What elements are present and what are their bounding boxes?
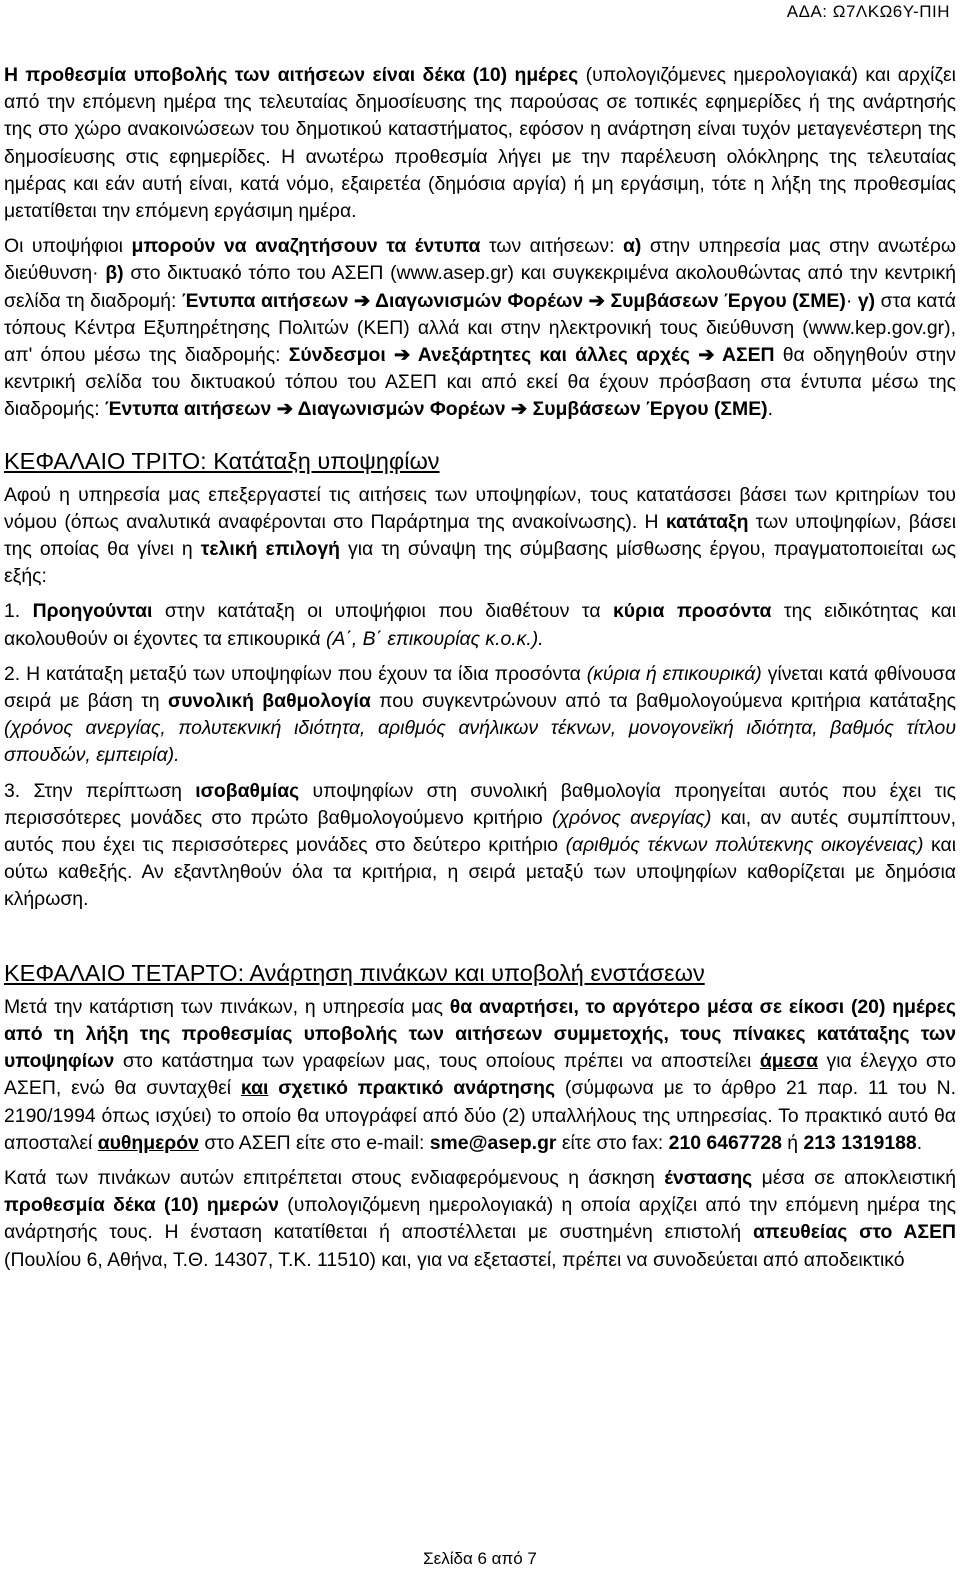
text-run: θα οδηγηθούν στην κεντρική σελίδα του δικτυακού τόπου του ΑΣΕΠ και από εκεί θα έχουν πρόσβαση στα έντυπα μέσω της διαδρομής: xyxy=(4,344,956,421)
chapter3-heading: ΚΕΦΑΛΑΙΟ ΤΡΙΤΟ: Κατάταξη υποψηφίων xyxy=(4,447,440,474)
text-run: των αιτήσεων: xyxy=(480,235,623,258)
text-run: 3. Στην περίπτωση xyxy=(4,779,196,802)
text-run: μέσα σε αποκλειστική xyxy=(752,1166,956,1189)
bold-run: γ) xyxy=(857,289,876,312)
bold-run: ισοβαθμίας xyxy=(195,779,300,802)
text-run: στην κατάταξη οι υποψήφιοι που διαθέτουν τα xyxy=(152,600,613,623)
bold-run: β) xyxy=(105,262,124,285)
text-run: Κατά των πινάκων αυτών επιτρέπεται στους ενδιαφερόμενους η άσκηση xyxy=(4,1166,665,1189)
text-run: υποψηφίων στη συνολική βαθμολογία προηγείται αυτός που έχει τις περισσότερες μονάδες στο πρώτο βαθμολογούμενο κριτήριο xyxy=(4,779,956,829)
text-run: Οι υποψήφιοι xyxy=(4,235,132,258)
page-number: Σελίδα 6 από 7 xyxy=(423,1549,537,1568)
italic-run: (Α΄, Β΄ επικουρίας κ.ο.κ.). xyxy=(325,627,544,650)
bold-run: τελική επιλογή xyxy=(200,538,340,561)
bold-run: ένστασης xyxy=(664,1166,753,1189)
ranking-intro xyxy=(4,482,956,591)
text-run: που συγκεντρώνουν από τα βαθμολογούμενα κριτήρια κατάταξης xyxy=(370,690,956,713)
text-run: και, αν αυτές συμπίπτουν, αυτός που έχει τις περισσότερες μονάδες στο δεύτερο κριτήριο xyxy=(4,806,956,857)
text-run: Αφού η υπηρεσία μας επεξεργαστεί τις αιτήσεις των υποψηφίων, τους κατατάσσει βάσει των κριτηρίων του νόμου (όπως αναλυτικά αναφέρονται στο Παράρτημα της ανακοίνωσης). Η xyxy=(4,483,956,533)
document-body xyxy=(4,62,956,1274)
ranking-item-3 xyxy=(4,778,956,914)
text-run: για έλεγχο στο ΑΣΕΠ, ενώ θα συνταχθεί xyxy=(4,1050,956,1100)
ranking-item-2 xyxy=(4,661,956,770)
text-run: των υποψηφίων, βάσει της οποίας θα γίνει η xyxy=(4,510,957,561)
deadline-paragraph xyxy=(4,62,956,225)
bold-run: Έντυπα αιτήσεων ➔ Διαγωνισμών Φορέων ➔ Συμβάσεων Έργου (ΣΜΕ) xyxy=(181,289,846,312)
bold-run: θα αναρτήσει, το αργότερο μέσα σε είκοσι (20) ημέρες από τη λήξη της προθεσμίας υποβολής των αιτήσεων συμμετοχής, τους πίνακες κατάταξης των υποψηφίων xyxy=(4,995,956,1073)
text-run: . xyxy=(767,398,773,421)
text-run: 2. Η κατάταξη μεταξύ των υποψηφίων που έχουν τα ίδια προσόντα xyxy=(4,662,587,685)
ranking-item-1 xyxy=(4,598,956,652)
bold-run: σχετικό πρακτικό ανάρτησης xyxy=(268,1077,556,1100)
objection-paragraph xyxy=(4,1165,956,1274)
bold-run: συνολική βαθμολογία xyxy=(167,690,371,713)
italic-run: (χρόνος ανεργίας) xyxy=(551,806,712,829)
text-run: ή xyxy=(781,1131,804,1154)
bold-run: μπορούν να αναζητήσουν τα έντυπα xyxy=(131,235,481,258)
text-run: και ούτω καθεξής. Αν εξαντληθούν όλα τα κριτήρια, η σειρά μεταξύ των υποψηφίων καθορίζεται με δημόσια κλήρωση. xyxy=(4,834,956,911)
bold-run: απευθείας στο ΑΣΕΠ xyxy=(752,1221,957,1244)
text-run: στο δικτυακό τόπο του ΑΣΕΠ (www.asep.gr) και συγκεκριμένα ακολουθώντας από την κεντρική σελίδα τη διαδρομή: xyxy=(4,262,956,312)
text-run: · xyxy=(845,289,858,312)
text-run: γίνεται κατά φθίνουσα σειρά με βάση τη xyxy=(4,662,956,713)
text-run: (υπολογιζόμενη ημερολογιακά) η οποία αρχίζει από την επόμενη ημέρα της ανάρτησής τους. Η ένσταση κατατίθεται ή αποστέλλεται με συστημένη επιστολή xyxy=(4,1194,956,1244)
text-run: στα κατά τόπους Κέντρα Εξυπηρέτησης Πολιτών (ΚΕΠ) αλλά και στην ηλεκτρονική τους διεύθυνση (www.kep.gov.gr), απ' όπου μέσω της διαδρομής: xyxy=(4,289,956,367)
italic-run: (αριθμός τέκνων πολύτεκνης οικογένειας) xyxy=(565,834,924,857)
ada-code: ΑΔΑ: Ω7ΛΚΩ6Υ-ΠΙΗ xyxy=(786,2,950,21)
italic-run: (κύρια ή επικουρικά) xyxy=(586,662,762,685)
bold-underline-run: και xyxy=(240,1077,269,1100)
text-run: (Πουλίου 6, Αθήνα, Τ.Θ. 14307, Τ.Κ. 11510) και, για να εξεταστεί, πρέπει να συνοδεύεται από αποδεικτικό xyxy=(4,1248,905,1271)
tables-posting-paragraph xyxy=(4,994,956,1157)
text-run: στο ΑΣΕΠ είτε στο e-mail: xyxy=(198,1131,430,1154)
bold-run: Έντυπα αιτήσεων ➔ Διαγωνισμών Φορέων ➔ Συμβάσεων Έργου (ΣΜΕ) xyxy=(105,398,768,421)
fax-number: 210 6467728 xyxy=(668,1131,782,1154)
text-run: για τη σύναψη της σύμβασης μίσθωσης έργου, πραγματοποιείται ως εξής: xyxy=(4,538,956,588)
text-run: Μετά την κατάρτιση των πινάκων, η υπηρεσία μας xyxy=(4,995,450,1018)
bold-run: Προηγούνται xyxy=(32,600,153,623)
italic-run: (χρόνος ανεργίας, πολυτεκνική ιδιότητα, αριθμός ανήλικων τέκνων, μονογονεϊκή ιδιότητα, βαθμός τίτλου σπουδών, εμπειρία). xyxy=(4,717,956,767)
text-run: στην υπηρεσία μας στην ανωτέρω διεύθυνση· xyxy=(4,235,956,285)
bold-run: Σύνδεσμοι ➔ Ανεξάρτητες και άλλες αρχές ➔ ΑΣΕΠ xyxy=(288,344,775,367)
fax-number: 213 1319188 xyxy=(803,1131,917,1154)
text-run: (σύμφωνα με το άρθρο 21 παρ. 11 του Ν. 2190/1994 όπως ισχύει) το οποίο θα υπογράφεί από δύο (2) υπαλλήλους της υπηρεσίας. Το πρακτικό αυτό θα αποσταλεί xyxy=(4,1077,956,1154)
bold-run: κύρια προσόντα xyxy=(612,600,772,623)
text-run: 1. xyxy=(4,600,33,623)
bold-run: προθεσμία δέκα (10) ημερών xyxy=(4,1194,279,1217)
text-run: . xyxy=(916,1131,923,1154)
text-run: είτε στο fax: xyxy=(556,1131,669,1154)
bold-underline-run: αυθημερόν xyxy=(97,1131,199,1154)
email-address: sme@asep.gr xyxy=(429,1131,557,1154)
deadline-text: (υπολογιζόμενες ημερολογιακά) και αρχίζει από την επόμενη ημέρα της τελευταίας δημοσίευσης της παρούσας σε τοπικές εφημερίδες ή της ανάρτησής της στο χώρο ανακοινώσεων του δημοτικού καταστήματος, εφόσον η ανάρτηση είναι τυχόν μεταγενέστερη της δημοσίευσης στις εφημερίδες. Η ανωτέρω προθεσμία λήγει με την παρέλευση ολόκληρης της τελευταίας ημέρας και εάν αυτή είναι, κατά νόμο, εξαιρετέα (δημόσια αργία) ή μη εργάσιμη, τότε η λήξη της προθεσμίας μετατίθεται την επόμενη εργάσιμη ημέρα. xyxy=(4,64,956,223)
bold-run: κατάταξη xyxy=(665,510,749,533)
bold-run: α) xyxy=(622,235,642,258)
forms-paragraph xyxy=(4,233,956,423)
bold-underline-run: άμεσα xyxy=(759,1050,819,1073)
text-run: στο κατάστημα των γραφείων μας, τους οποίους πρέπει να αποστείλει xyxy=(114,1050,760,1073)
chapter4-heading: ΚΕΦΑΛΑΙΟ ΤΕΤΑΡΤΟ: Ανάρτηση πινάκων και υποβολή ενστάσεων xyxy=(4,959,705,986)
text-run: της ειδικότητας και ακολουθούν οι έχοντες τα επικουρικά xyxy=(4,600,957,650)
deadline-bold: Η προθεσμία υποβολής των αιτήσεων είναι δέκα (10) ημέρες xyxy=(4,64,579,86)
